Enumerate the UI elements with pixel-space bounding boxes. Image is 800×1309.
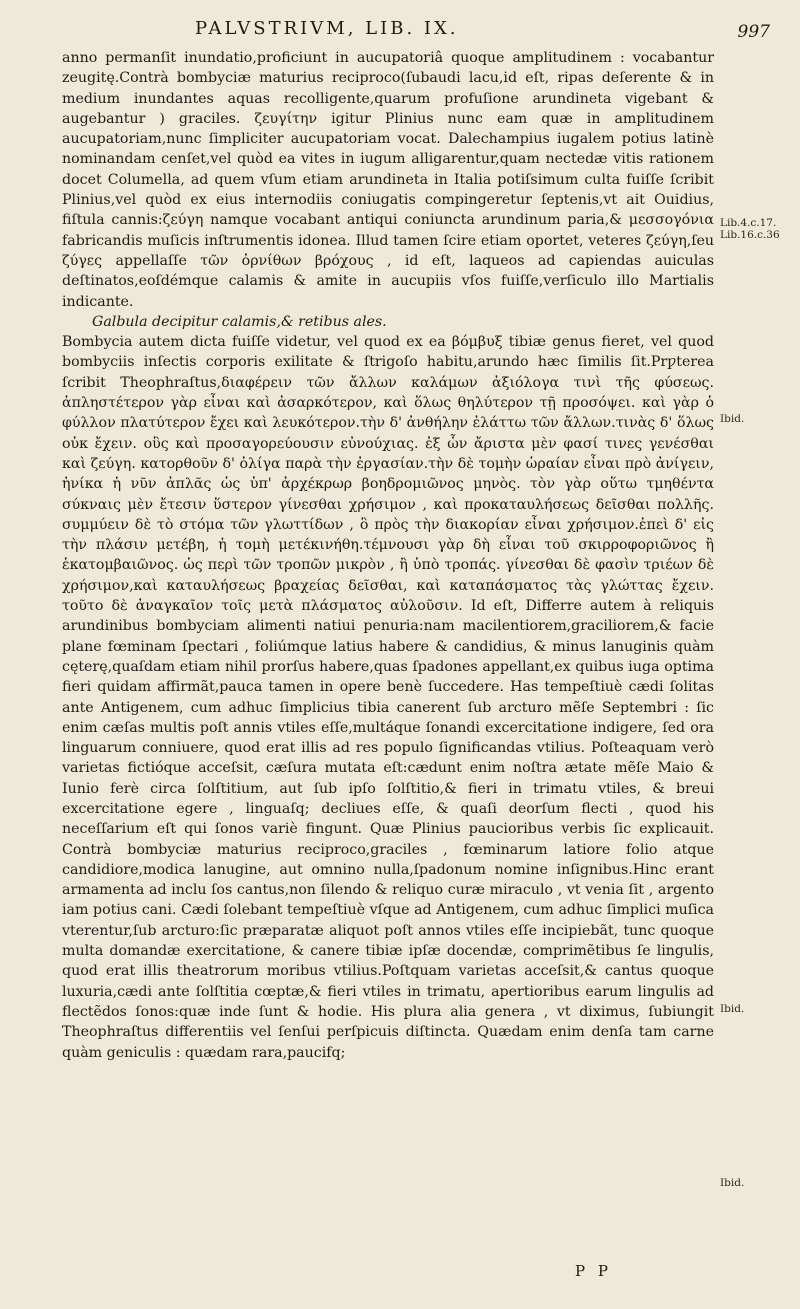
page-header	[70, 18, 770, 48]
paragraph-2: Bombycia autem dicta fuiſſe videtur, vel quod ex ea βόμβυξ tibiæ genus fieret, vel quod bombyciis inſectis corporis exilitate & ſtrigoſo habitu,arundo hæc ſimilis ſit.Prƿterea ſcribit Theophraſtus,διαφέρειν τῶν ἄλλων καλάμων ἀξιόλογα τινὶ τῆς φύσεως. ἀπληστέτερον γὰρ εἶναι καὶ ἀσαρκότερον, καὶ ὅλως θηλύτερον τῇ προσόψει. καὶ γὰρ ὁ φύλλον πλατύτερον ἔχει καὶ λευκότερον.τὴν δ' ἀνθήλην ἐλάττω τῶν ἄλλων.τινὰς δ' ὅλως οὐκ ἔχειν. οὓς καὶ προσαγορεύουσιν εὐνούχιας. ἐξ ὧν ἄριστα μὲν φασί τινες γενέσθαι καὶ ζεύγη. κατορθοῦν δ' ὀλίγα παρὰ τὴν ἐργασίαν.τὴν δὲ τομὴν ὡραίαν εἶναι πρὸ ἀνίγειν, ἡνίκα ἡ νῦν ἀπλᾶς ὡς ὑπ' ἀρχέκρωρ βοηδρομιῶνος μηνὸς. τὸν γὰρ οὕτω τμηθέντα σύκναις μὲν ἔτεσιν ὕστερον γίνεσθαι χρήσιμον , καὶ προκαταυλήσεως δεῖσθαι πολλῆς. συμμύειν δὲ τὸ στόμα τῶν γλωττίδων , ὃ πρὸς τὴν διακορίαν εἶναι χρήσιμον.ἐπεὶ δ' εἰς τὴν πλάσιν μετέβη, ἡ τομὴ μετέκινήθη.τέμνουσι γὰρ δὴ εἶναι τοῦ σκιρροφοριῶνος ἢ ἑκατομβαιῶνος. ὡς περὶ τῶν τροπῶν μικρὸν , ἢ ὑπὸ τροπάς. γίνεσθαι δὲ φασὶν τριέων δὲ χρήσιμον,καὶ καταυλήσεως βραχείας δεῖσθαι, καὶ καταπάσματος τὰς γλώττας ἔχειν. τοῦτο δὲ ἀναγκαῖον τοῖς μετὰ πλάσματος αὐλοῦσιν. Id eſt, Differre autem à reliquis arundinibus bombyciam alimenti natiui penuria:nam macilentiorem,graciliorem,& facie plane fœminam ſpectari , foliúmque latius habere & candidius, & minus lanuginis quàm cęterę,quaſdam etiam nihil prorſus habere,quas ſpadones appellant,ex quibus iuga optima fieri quidam affirmãt,pauca tamen in opere benè ſuccedere. Has tempeſtiuè cædi ſolitas ante Antigenem, cum adhuc ſimplicius tibia canerent ſub arcturo mẽſe Septembri : ſic enim cæſas multis poſt annis vtiles eſſe,multáque ſonandi excercitatione indigere, ſed ora linguarum conniuere, quod erat illis ad res populo ſignificandas vtilius. Poſteaquam verò varietas fictióque acceſsit, cæſura mutata eſt:cædunt enim noſtra ætate mẽſe Maio & Iunio ferè circa ſolſtitium, aut ſub ipſo ſolſtitio,& fieri in trimatu vtiles, & breui excercitatione egere , linguaſq; decliues eſſe, & quaſi deorſum flecti , quod his neceſſarium eſt qui ſonos variè fingunt. Quæ Plinius paucioribus verbis ſic explicauit. Contrà bombyciæ maturius reciproco,graciles , fœminarum latiore folio atque candidiore,modica lanugine, aut omnino nulla,ſpadonum nomine inſignibus.Hinc erant armamenta ad inclu ſos cantus,non ſilendo & reliquo curæ miraculo , vt venia ſit , argento iam potius cani. Cædi ſolebant tempeſtiuè vſque ad Antigenem, cum adhuc ſimplici muſica vterentur,ſub arcturo:ſic præparatæ aliquot poſt annos vtiles eſſe incipiebãt, tunc quoque multa domandæ exercitatione, & canere tibiæ ipſæ docendæ, comprimẽtibus ſe lingulis, quod erat illis theatrorum moribus vtilius.Poſtquam varietas acceſsit,& cantus quoque luxuria,cædi ante ſolſtitia cœptæ,& fieri vtiles in trimatu, apertioribus earum lingulis ad flectẽdos ſonos:quæ inde ſunt & hodie. His plura alia genera , vt diximus, ſubiungit Theophraſtus differentiis vel ſenſui perſpicuis diſtincta. Quædam enim denſa tam carne quàm geniculis : quædam rara,paucifq;	[62, 334, 714, 1061]
margin-note: Ibid.	[720, 1003, 745, 1015]
text-body	[62, 48, 714, 1063]
paragraph-1: anno permanſit inundatio,proficiunt in aucupatoriâ quoque amplitudinem : vocabantur zeugitę.Contrà bombyciæ maturius reciproco(ſubaudi lacu,id eſt, ripas deſerente & in medium inundantes aquas recolligente,quarum profuſione arundineta vigebant & augebantur ) graciles. ζευγίτην igitur Plinius nunc eam quæ in amplitudinem aucupatoriam,nunc ſimpliciter aucupatoriam vocat. Dalechampius iugalem potius latinè nominandam cenſet,vel quòd ea vites in iugum alligarentur,quam nectedæ vitis rationem docet Columella, ad quem vſum etiam arundineta in Italia potiſsimum culta fuiſſe ſcribit Plinius,vel quòd ex eius internodiis coniugatis compingeretur ſeptenis,vt ait Ouidius, fiſtula cannis:ζεύγη namque vocabant antiqui coniuncta arundinum paria,& μεσσογόνια fabricandis muſicis inſtrumentis idonea. Illud tamen ſcire etiam oportet, veteres ζεύγη,ſeu ζύγες appellaſſe τῶν ὀρνίθων βρόχους , id eſt, laqueos ad capiendas auiculas deſtinatos,eoſdémque calamis & amite in aucupiis vſos fuiſſe,verſiculo illo Martialis indicante.	[62, 50, 714, 310]
page-number: 997	[737, 22, 770, 42]
running-head: PALVSTRIVM, LIB. IX.	[195, 18, 459, 39]
margin-note: Ibid.	[720, 1177, 745, 1189]
verse-quotation: Galbula decipitur calamis,& retibus ales.	[92, 313, 387, 330]
signature-mark: P P	[575, 1262, 612, 1280]
margin-note: Ibid.	[720, 413, 745, 425]
margin-note: Lib.4.c.17.	[720, 217, 777, 229]
margin-note: Lib.16.c.36	[720, 229, 780, 241]
